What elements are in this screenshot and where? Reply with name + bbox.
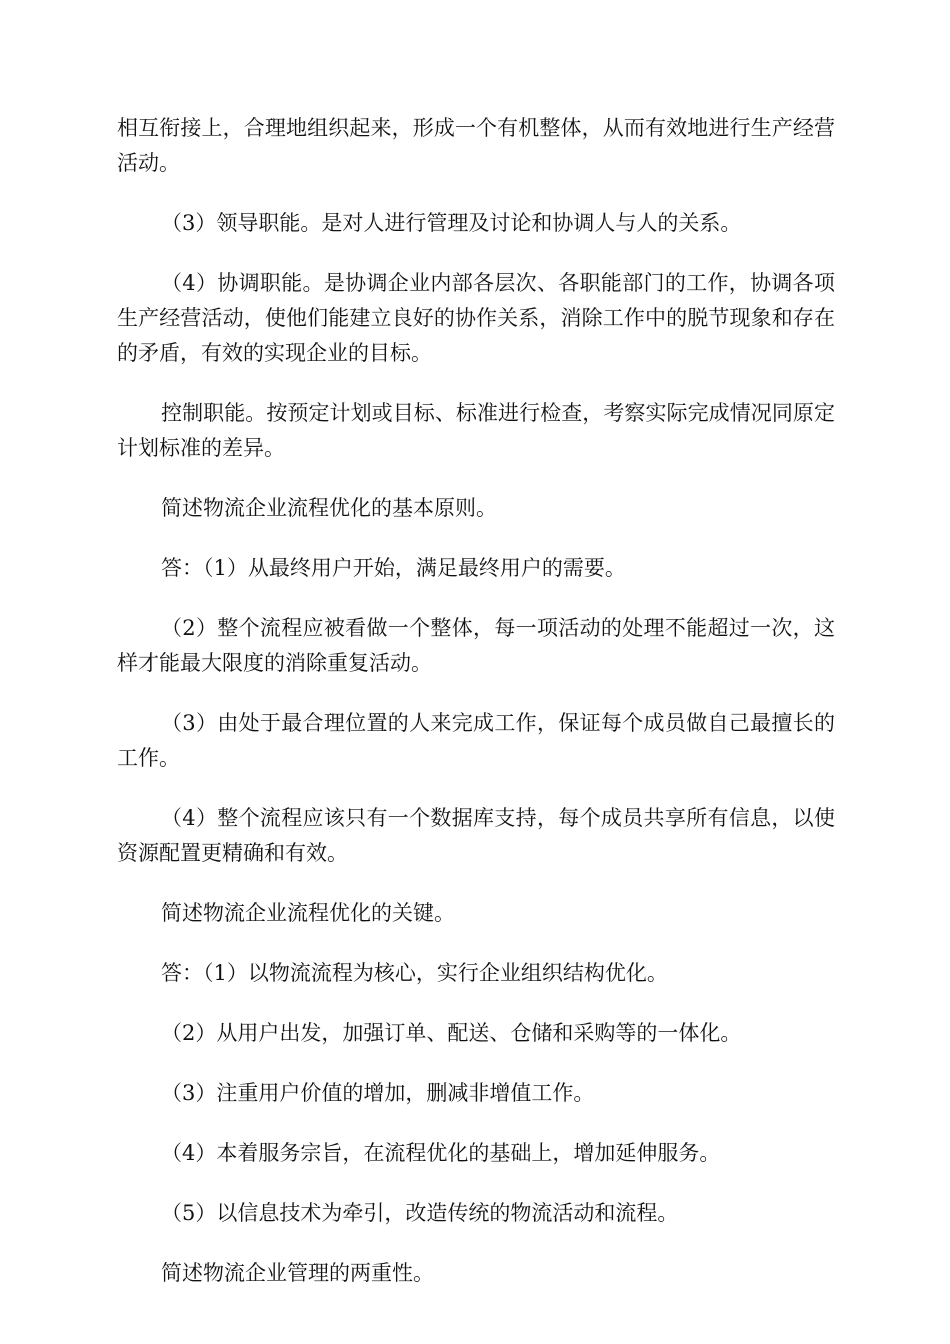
paragraph-continuation: 相互衔接上，合理地组织起来，形成一个有机整体，从而有效地进行生产经营活动。: [117, 116, 835, 175]
answer-principle-2: （2）整个流程应被看做一个整体，每一项活动的处理不能超过一次，这样才能最大限度的消除重复活动。: [117, 616, 835, 675]
answer-principle-1: 答：（1）从最终用户开始，满足最终用户的需要。: [161, 556, 626, 580]
answer-key-2: （2）从用户出发，加强订单、配送、仓储和采购等的一体化。: [161, 1021, 742, 1045]
answer-key-5: （5）以信息技术为牵引，改造传统的物流活动和流程。: [161, 1201, 679, 1225]
question-basic-principles: 简述物流企业流程优化的基本原则。: [161, 496, 497, 520]
answer-principle-4: （4）整个流程应该只有一个数据库支持，每个成员共享所有信息，以使资源配置更精确和有效。: [117, 806, 835, 865]
answer-key-3: （3）注重用户价值的增加，删减非增值工作。: [161, 1081, 595, 1105]
paragraph-control-function: 控制职能。按预定计划或目标、标准进行检查，考察实际完成情况同原定计划标准的差异。: [117, 401, 835, 460]
paragraph-leadership-function: （3）领导职能。是对人进行管理及讨论和协调人与人的关系。: [161, 211, 742, 235]
answer-principle-3: （3）由处于最合理位置的人来完成工作，保证每个成员做自己最擅长的工作。: [117, 711, 835, 770]
answer-key-1: 答：（1）以物流流程为核心，实行企业组织结构优化。: [161, 961, 668, 985]
answer-key-4: （4）本着服务宗旨，在流程优化的基础上，增加延伸服务。: [161, 1141, 721, 1165]
question-duality: 简述物流企业管理的两重性。: [161, 1261, 434, 1285]
question-key-points: 简述物流企业流程优化的关键。: [161, 901, 455, 925]
paragraph-coordination-function: （4）协调职能。是协调企业内部各层次、各职能部门的工作，协调各项生产经营活动，使他们能建立良好的协作关系，消除工作中的脱节现象和存在的矛盾，有效的实现企业的目标。: [117, 271, 835, 365]
document-body: [117, 111, 835, 1291]
